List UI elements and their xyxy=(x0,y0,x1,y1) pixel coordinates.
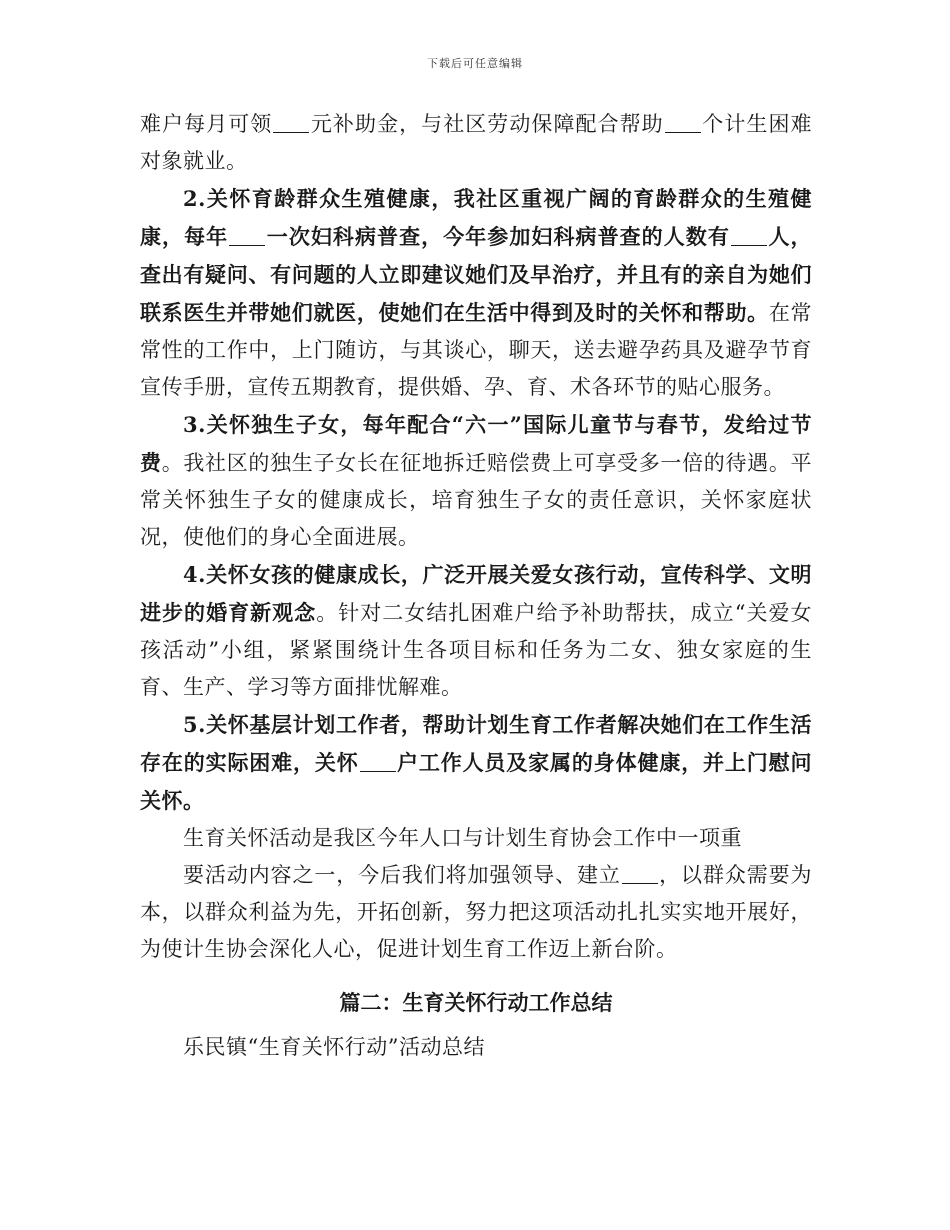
fill-blank xyxy=(665,112,701,133)
text-segment: 。针对二女结扎困难户给予补助帮扶，成立“关爱女孩活动”小组，紧紧围绕计生各项目标和任务为二女、独女家庭的生育、生产、学习等方面排忧解难。 xyxy=(140,601,813,699)
bold-text: 一次妇科病普查，今年参加妇科病普查的人数有 xyxy=(266,224,730,249)
section-heading: 篇二：生育关怀行动工作总结 xyxy=(339,990,613,1015)
bold-text: 3.关怀独生子女，每年配合“六一”国际儿童节与春节，发给过节费 xyxy=(140,412,812,475)
bold-text: 人，查出有疑问、有问题的人立即建议她们及早治疗，并且有的亲自为她们联系医生并带她们就医，使她们在生活中得到及时的关怀和帮助。 xyxy=(140,224,813,325)
bold-text: 4.关怀女孩的健康成长，广泛开展关爱女孩行动，宣传科学、文明进步的婚育新观念 xyxy=(140,562,812,625)
paragraph-item-2 xyxy=(140,180,812,406)
bold-text: 2.关怀育龄群众生殖健康，我社区重视广阔的育龄群众的生殖健康，每年 xyxy=(140,186,812,249)
bold-text: 5.关怀基层计划工作者，帮助计划生育工作者解决她们在工作生活存在的实际困难，关怀 xyxy=(140,712,812,775)
paragraph-item-4 xyxy=(140,556,812,706)
text-segment: ，以群众需要为本，以群众利益为先，开拓创新，努力把这项活动扎扎实实地开展好，为使计生协会深化人心，促进计划生育工作迈上新台阶。 xyxy=(140,863,813,961)
section-subtitle: 乐民镇“生育关怀行动”活动总结 xyxy=(183,1035,485,1059)
paragraph-item-5 xyxy=(140,706,812,820)
text-segment: 在常常性的工作中，上门随访，与其谈心，聊天，送去避孕药具及避孕节育宣传手册，宣传五期教育，提供婚、孕、育、术各环节的贴心服务。 xyxy=(140,301,813,399)
fill-blank xyxy=(273,112,309,133)
fill-blank xyxy=(731,225,767,246)
paragraph-closing-line1: 生育关怀活动是我区今年人口与计划生育协会工作中一项重 xyxy=(183,826,742,850)
text-segment: 难户每月可领 xyxy=(140,112,273,136)
fill-blank xyxy=(360,751,396,772)
text-segment: 个计生困难对象就业。 xyxy=(140,112,813,173)
fill-blank xyxy=(229,225,265,246)
paragraph-intro xyxy=(140,106,812,180)
paragraph-item-3 xyxy=(140,406,812,556)
text-segment: 要活动内容之一，今后我们将加强领导、建立 xyxy=(183,863,621,887)
page-header: 下载后可任意编辑 xyxy=(427,57,523,70)
document-body xyxy=(140,106,812,1066)
text-segment: 。我社区的独生子女长在征地拆迁赔偿费上可享受多一倍的待遇。平常关怀独生子女的健康成长，培育独生子女的责任意识，关怀家庭状况，使他们的身心全面进展。 xyxy=(140,451,813,549)
paragraph-closing xyxy=(140,857,812,968)
text-segment: 元补助金，与社区劳动保障配合帮助 xyxy=(310,112,664,136)
bold-text: 户工作人员及家属的身体健康，并上门慰问关怀。 xyxy=(140,750,813,813)
fill-blank xyxy=(622,863,658,884)
